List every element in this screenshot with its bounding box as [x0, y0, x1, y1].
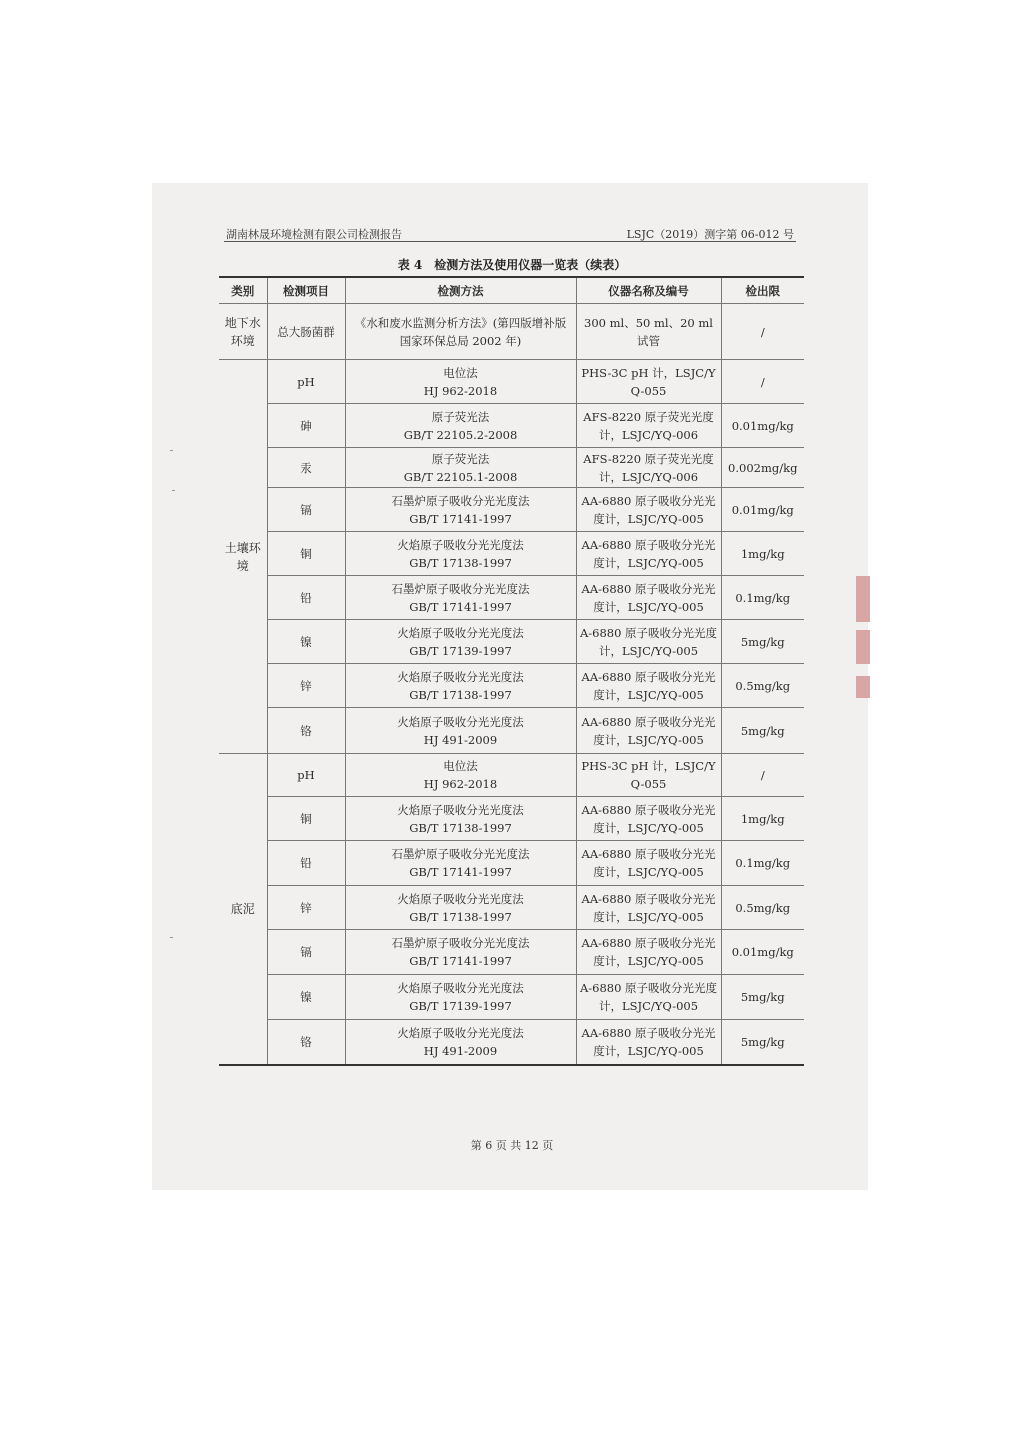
- table-row: [219, 576, 804, 620]
- method-cell: [345, 841, 576, 886]
- item-cell: 砷: [267, 404, 345, 448]
- method-name: 火焰原子吸收分光光度法: [397, 981, 524, 995]
- method-name: 火焰原子吸收分光光度法: [397, 1025, 524, 1040]
- method-cell: [345, 404, 576, 448]
- instrument-cell: PHS-3C pH 计，LSJC/YQ-055: [576, 754, 721, 797]
- table-row: [219, 841, 804, 886]
- instrument-cell: AA-6880 原子吸收分光光度计，LSJC/YQ-005: [576, 576, 721, 620]
- limit-cell: 5mg/kg: [721, 620, 804, 664]
- category-cell: 地下水环境: [219, 304, 267, 360]
- page-number: 第 6 页 共 12 页: [470, 1139, 554, 1152]
- instrument-cell: AA-6880 原子吸收分光光度计，LSJC/YQ-005: [576, 532, 721, 576]
- method-standard: GB/T 17138-1997: [409, 687, 512, 702]
- limit-cell: 0.002mg/kg: [721, 448, 804, 488]
- column-header: 类别: [219, 277, 267, 304]
- table-row: [219, 620, 804, 664]
- method-cell: [345, 975, 576, 1020]
- method-name: 原子荧光法: [431, 409, 490, 424]
- method-name: 火焰原子吸收分光光度法: [397, 714, 524, 729]
- method-cell: [345, 664, 576, 708]
- method-name: 火焰原子吸收分光光度法: [397, 537, 524, 552]
- limit-cell: 0.01mg/kg: [721, 488, 804, 532]
- method-name: 火焰原子吸收分光光度法: [397, 625, 524, 640]
- instrument-cell: AFS-8220 原子荧光光度计，LSJC/YQ-006: [576, 404, 721, 448]
- header-report-number: LSJC（2019）测字第 06-012 号: [626, 228, 794, 241]
- method-cell: [345, 360, 576, 404]
- limit-cell: 1mg/kg: [721, 532, 804, 576]
- item-cell: 铬: [267, 1020, 345, 1065]
- category-cell: 土壤环境: [219, 360, 267, 754]
- method-name: 火焰原子吸收分光光度法: [397, 802, 524, 817]
- item-cell: 锌: [267, 664, 345, 708]
- column-header: 仪器名称及编号: [576, 277, 721, 304]
- table-row: [219, 488, 804, 532]
- instrument-cell: 300 ml、50 ml、20 ml 试管: [576, 304, 721, 360]
- method-name: 石墨炉原子吸收分光光度法: [391, 936, 530, 950]
- seal-fragment: [856, 676, 870, 698]
- method-standard: HJ 962-2018: [423, 777, 498, 791]
- table-caption: 表 4 检测方法及使用仪器一览表（续表）: [397, 258, 627, 272]
- method-standard: HJ 962-2018: [423, 383, 498, 398]
- method-standard: GB/T 17141-1997: [409, 865, 512, 879]
- table-row: [219, 797, 804, 841]
- item-cell: 镉: [267, 930, 345, 975]
- item-cell: pH: [267, 754, 345, 797]
- item-cell: 铜: [267, 797, 345, 841]
- methods-instruments-table: [219, 276, 804, 1066]
- seal-fragment: [856, 630, 870, 664]
- instrument-cell: AA-6880 原子吸收分光光度计，LSJC/YQ-005: [576, 841, 721, 886]
- method-cell: [345, 1020, 576, 1065]
- method-cell: [345, 488, 576, 532]
- table-row: [219, 304, 804, 360]
- column-header: 检测方法: [345, 277, 576, 304]
- header-rule: [224, 241, 796, 242]
- method-name: 电位法: [443, 365, 478, 380]
- method-standard: GB/T 17138-1997: [409, 820, 512, 835]
- table-row: [219, 886, 804, 930]
- item-cell: 汞: [267, 448, 345, 488]
- instrument-cell: AA-6880 原子吸收分光光度计，LSJC/YQ-005: [576, 488, 721, 532]
- item-cell: pH: [267, 360, 345, 404]
- method-standard: GB/T 17139-1997: [409, 999, 512, 1013]
- table-row: [219, 360, 804, 404]
- column-header: 检出限: [721, 277, 804, 304]
- method-name: 石墨炉原子吸收分光光度法: [391, 493, 530, 508]
- limit-cell: 5mg/kg: [721, 708, 804, 754]
- instrument-cell: AA-6880 原子吸收分光光度计，LSJC/YQ-005: [576, 886, 721, 930]
- item-cell: 铅: [267, 576, 345, 620]
- limit-cell: 0.1mg/kg: [721, 841, 804, 886]
- table-row: [219, 404, 804, 448]
- method-name: 火焰原子吸收分光光度法: [397, 669, 524, 684]
- instrument-cell: AA-6880 原子吸收分光光度计，LSJC/YQ-005: [576, 1020, 721, 1065]
- table-row: [219, 448, 804, 488]
- method-standard: GB/T 17141-1997: [409, 599, 512, 614]
- method-standard: GB/T 22105.2-2008: [403, 427, 518, 442]
- table-row: [219, 1020, 804, 1065]
- method-standard: HJ 491-2009: [423, 1043, 498, 1058]
- seal-fragment: [856, 576, 870, 622]
- method-name: 原子荧光法: [431, 451, 490, 466]
- instrument-cell: AA-6880 原子吸收分光光度计，LSJC/YQ-005: [576, 664, 721, 708]
- column-header: 检测项目: [267, 277, 345, 304]
- method-cell: [345, 304, 576, 360]
- item-cell: 铬: [267, 708, 345, 754]
- instrument-cell: AFS-8220 原子荧光光度计，LSJC/YQ-006: [576, 448, 721, 488]
- instrument-cell: AA-6880 原子吸收分光光度计，LSJC/YQ-005: [576, 708, 721, 754]
- method-name: 电位法: [443, 759, 478, 773]
- limit-cell: /: [721, 754, 804, 797]
- table-row: [219, 532, 804, 576]
- limit-cell: /: [721, 304, 804, 360]
- instrument-cell: AA-6880 原子吸收分光光度计，LSJC/YQ-005: [576, 797, 721, 841]
- item-cell: 锌: [267, 886, 345, 930]
- scan-speck: [170, 937, 173, 938]
- limit-cell: 0.5mg/kg: [721, 664, 804, 708]
- method-cell: [345, 930, 576, 975]
- instrument-cell: A-6880 原子吸收分光光度计，LSJC/YQ-005: [576, 975, 721, 1020]
- limit-cell: /: [721, 360, 804, 404]
- item-cell: 总大肠菌群: [267, 304, 345, 360]
- table-row: [219, 754, 804, 797]
- method-cell: [345, 620, 576, 664]
- item-cell: 镍: [267, 620, 345, 664]
- limit-cell: 1mg/kg: [721, 797, 804, 841]
- instrument-cell: AA-6880 原子吸收分光光度计，LSJC/YQ-005: [576, 930, 721, 975]
- table-row: [219, 664, 804, 708]
- method-name: 《水和废水监测分析方法》(第四版增补版 国家环保总局 2002 年): [354, 315, 567, 348]
- method-name: 石墨炉原子吸收分光光度法: [391, 581, 530, 596]
- method-cell: [345, 532, 576, 576]
- limit-cell: 5mg/kg: [721, 975, 804, 1020]
- method-standard: GB/T 17141-1997: [409, 511, 512, 526]
- table-row: [219, 930, 804, 975]
- item-cell: 镍: [267, 975, 345, 1020]
- table-row: [219, 708, 804, 754]
- method-standard: GB/T 17139-1997: [409, 643, 512, 658]
- header-company: 湖南林晟环境检测有限公司检测报告: [226, 228, 402, 241]
- method-cell: [345, 448, 576, 488]
- limit-cell: 0.5mg/kg: [721, 886, 804, 930]
- method-standard: GB/T 22105.1-2008: [403, 469, 518, 484]
- limit-cell: 0.1mg/kg: [721, 576, 804, 620]
- method-standard: GB/T 17141-1997: [409, 954, 512, 968]
- method-cell: [345, 708, 576, 754]
- limit-cell: 0.01mg/kg: [721, 930, 804, 975]
- method-cell: [345, 886, 576, 930]
- instrument-cell: A-6880 原子吸收分光光度计，LSJC/YQ-005: [576, 620, 721, 664]
- limit-cell: 5mg/kg: [721, 1020, 804, 1065]
- item-cell: 镉: [267, 488, 345, 532]
- method-cell: [345, 576, 576, 620]
- method-cell: [345, 797, 576, 841]
- method-cell: [345, 754, 576, 797]
- table-header-row: [219, 277, 804, 304]
- category-cell: 底泥: [219, 754, 267, 1065]
- scan-speck: [172, 490, 175, 491]
- method-name: 石墨炉原子吸收分光光度法: [391, 847, 530, 861]
- method-name: 火焰原子吸收分光光度法: [397, 891, 524, 906]
- method-standard: GB/T 17138-1997: [409, 909, 512, 924]
- scan-speck: [170, 450, 173, 451]
- method-standard: GB/T 17138-1997: [409, 555, 512, 570]
- method-standard: HJ 491-2009: [423, 732, 498, 747]
- table-row: [219, 975, 804, 1020]
- limit-cell: 0.01mg/kg: [721, 404, 804, 448]
- instrument-cell: PHS-3C pH 计，LSJC/YQ-055: [576, 360, 721, 404]
- item-cell: 铜: [267, 532, 345, 576]
- item-cell: 铅: [267, 841, 345, 886]
